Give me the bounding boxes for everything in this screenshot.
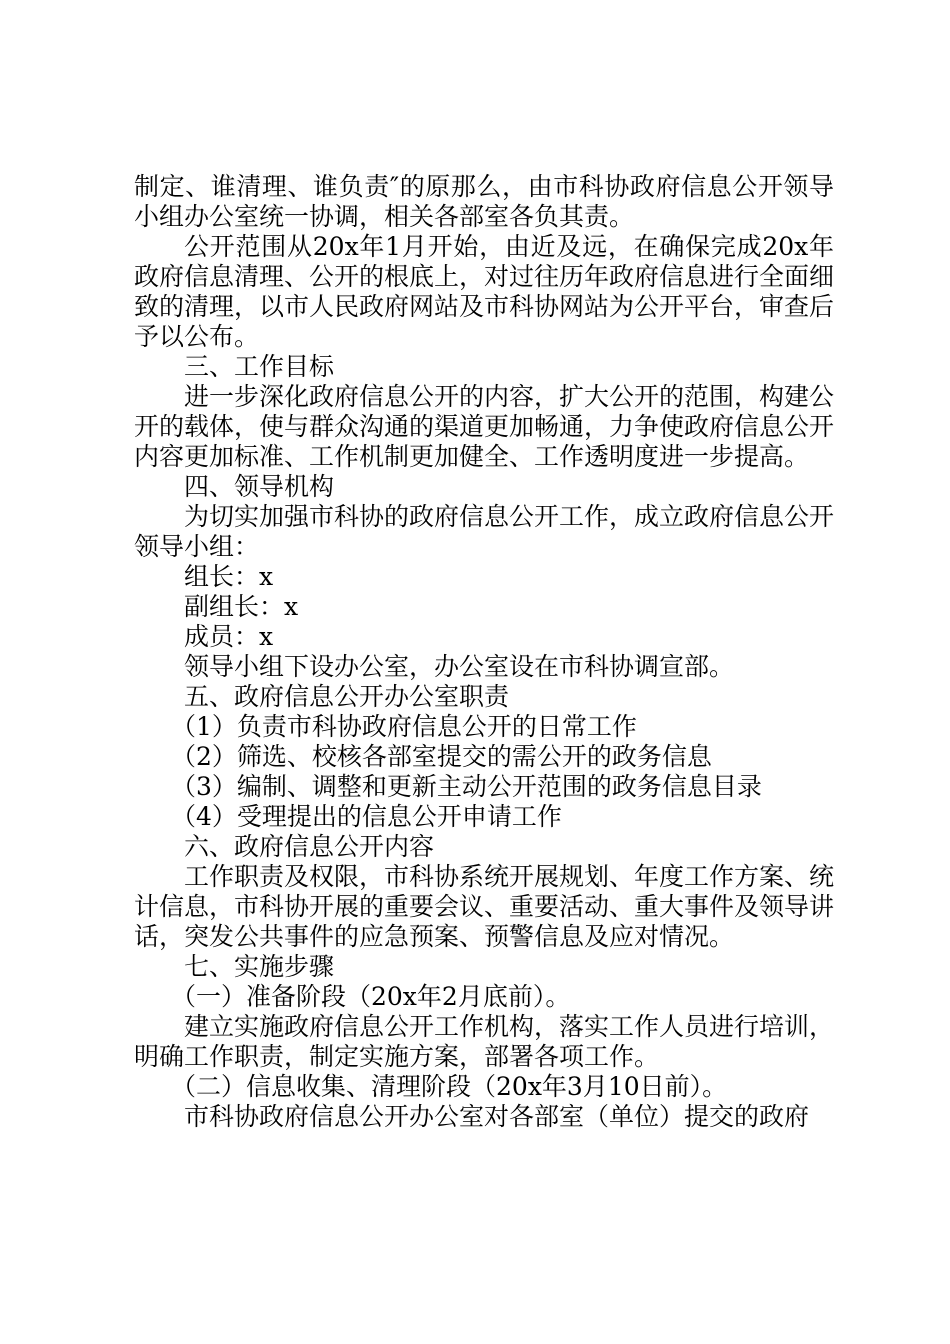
line-members: 成员：x: [184, 622, 274, 651]
paragraph-goals: 进一步深化政府信息公开的内容，扩大公开的范围，构建公开的载体，使与群众沟通的渠道更加畅通，力争使政府信息公开内容更加标准、工作机制更加健全、工作透明度进一步提高。: [134, 382, 835, 471]
heading-implementation-steps: 七、实施步骤: [184, 952, 335, 981]
list-item-duty-2: （2）筛选、校核各部室提交的需公开的政务信息: [171, 742, 712, 771]
line-deputy-leader: 副组长：x: [184, 592, 299, 621]
paragraph-scope: 公开范围从20x年1月开始，由近及远，在确保完成20x年政府信息清理、公开的根底上，对过往历年政府信息进行全面细致的清理，以市人民政府网站及市科协网站为公开平台，审查后予以公布。: [134, 232, 835, 351]
subheading-collection-stage: （二）信息收集、清理阶段（20x年3月10日前）。: [171, 1072, 728, 1101]
document-body: [134, 172, 834, 1132]
paragraph-principle: 制定、谁清理、谁负责″的原那么，由市科协政府信息公开领导小组办公室统一协调，相关各部室各负其责。: [134, 172, 834, 231]
paragraph-disclosure-content: 工作职责及权限，市科协系统开展规划、年度工作方案、统计信息，市科协开展的重要会议、重要活动、重大事件及领导讲话，突发公共事件的应急预案、预警信息及应对情况。: [134, 862, 835, 951]
paragraph-preparation: 建立实施政府信息公开工作机构，落实工作人员进行培训，明确工作职责，制定实施方案，部署各项工作。: [134, 1012, 835, 1071]
line-group-leader: 组长：x: [184, 562, 274, 591]
heading-disclosure-content: 六、政府信息公开内容: [184, 832, 435, 861]
heading-work-goals: 三、工作目标: [184, 352, 335, 381]
heading-leadership: 四、领导机构: [184, 472, 335, 501]
list-item-duty-4: （4）受理提出的信息公开申请工作: [171, 802, 562, 831]
paragraph-leadership: 为切实加强市科协的政府信息公开工作，成立政府信息公开领导小组：: [134, 502, 835, 561]
paragraph-office: 领导小组下设办公室，办公室设在市科协调宣部。: [184, 652, 735, 681]
subheading-preparation-stage: （一）准备阶段（20x年2月底前）。: [171, 982, 571, 1011]
list-item-duty-1: （1）负责市科协政府信息公开的日常工作: [171, 712, 637, 741]
heading-office-duties: 五、政府信息公开办公室职责: [184, 682, 510, 711]
paragraph-collection: 市科协政府信息公开办公室对各部室（单位）提交的政府: [184, 1102, 810, 1131]
list-item-duty-3: （3）编制、调整和更新主动公开范围的政务信息目录: [171, 772, 762, 801]
